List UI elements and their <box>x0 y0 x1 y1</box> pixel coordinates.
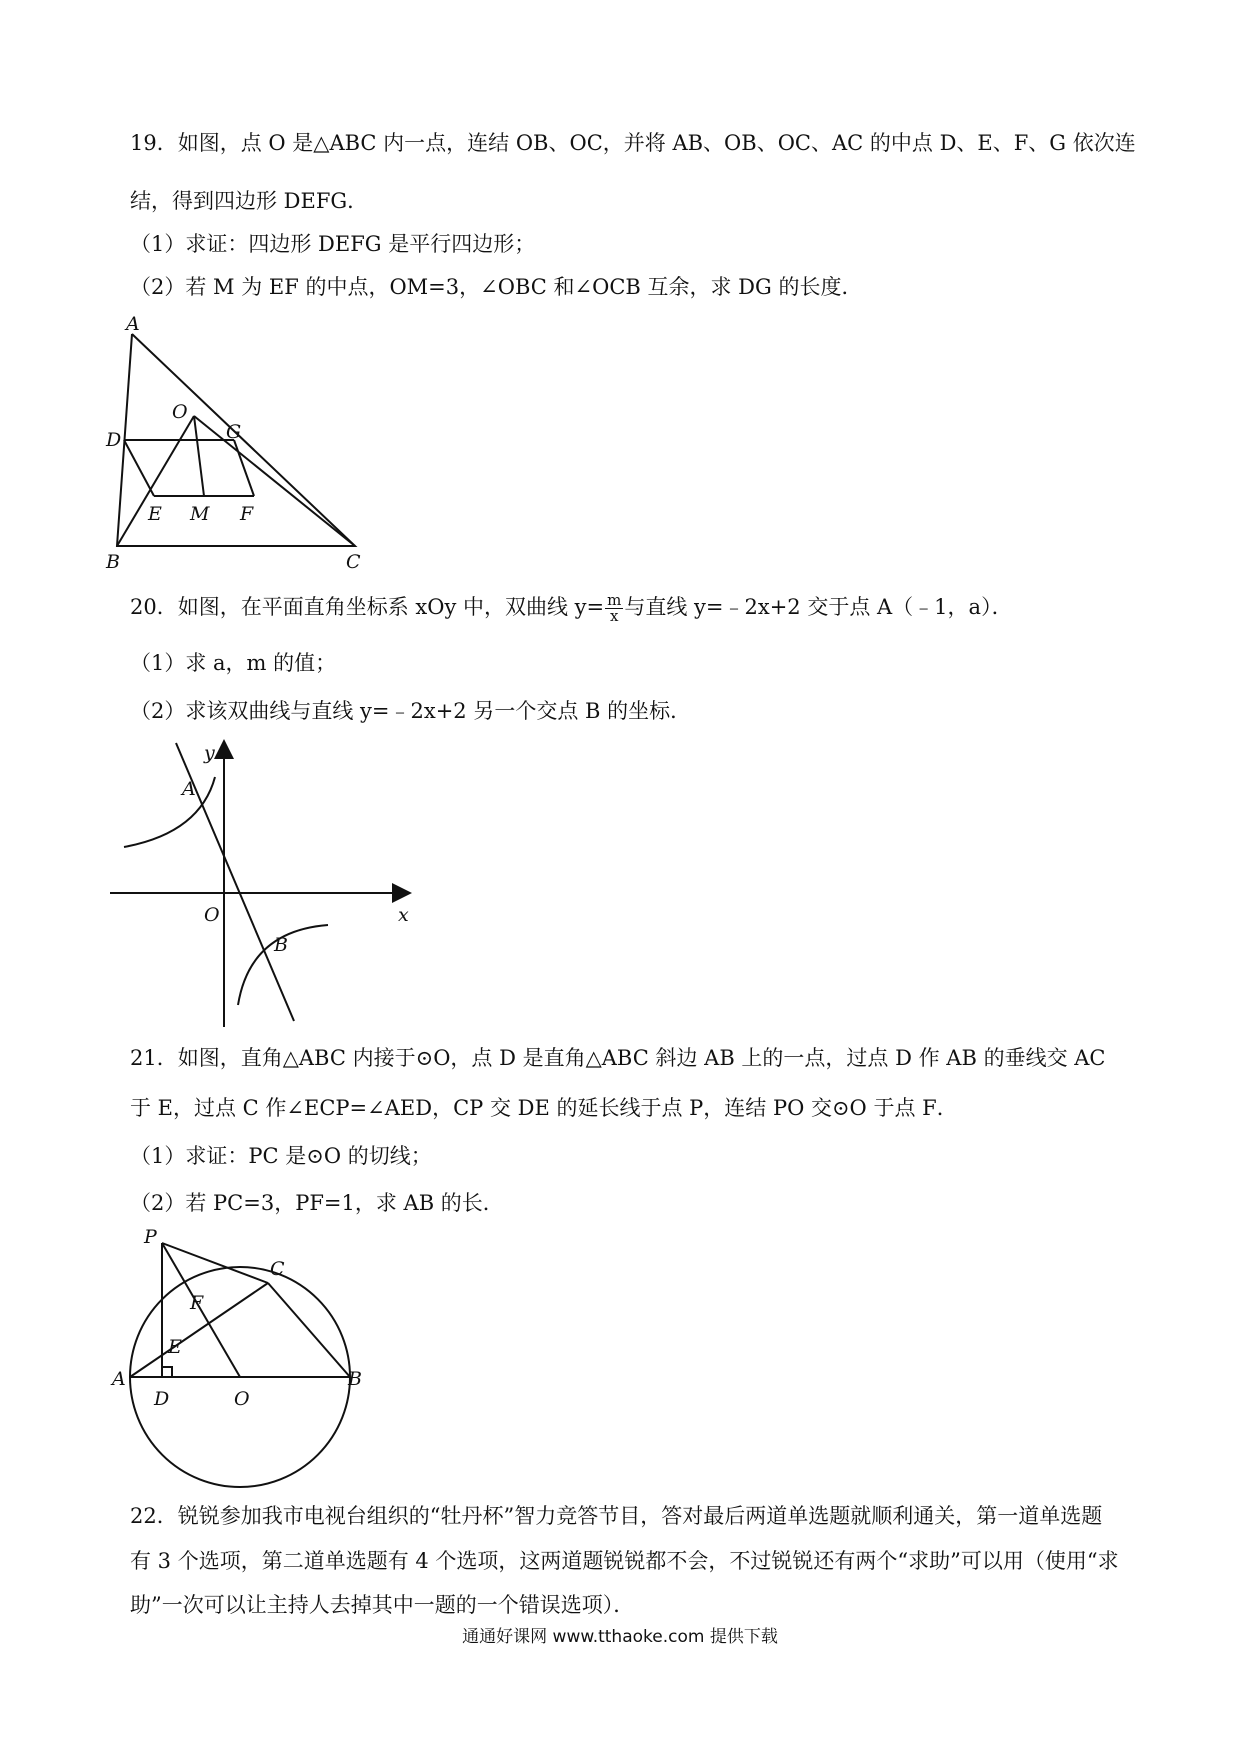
axis-label-x: x <box>398 904 409 926</box>
label-C: C <box>346 551 361 573</box>
q19-triangle-figure <box>106 312 370 573</box>
q21-part-1: （1）求证：PC 是⊙O 的切线； <box>130 1144 432 1168</box>
q19-line-1: 19．如图，点 O 是△ABC 内一点，连结 OB、OC，并将 AB、OB、OC、AC 的中点 D、E、F、G 依次连 <box>130 131 1136 155</box>
q20-post: 与直线 y=﹣2x+2 交于点 A（﹣1，a）． <box>624 595 1013 619</box>
point-label-O: O <box>234 1388 250 1410</box>
label-B: B <box>106 551 120 573</box>
q20-part-1: （1）求 a，m 的值； <box>130 651 337 675</box>
label-G: G <box>226 421 242 443</box>
q19-line-2: 结，得到四边形 DEFG． <box>130 189 369 213</box>
q19-part-1: （1）求证：四边形 DEFG 是平行四边形； <box>130 232 536 256</box>
q20-line-1 <box>130 592 1013 624</box>
q19-part-2: （2）若 M 为 EF 的中点，OM=3，∠OBC 和∠OCB 互余，求 DG 的长度． <box>130 275 863 299</box>
q21-circle-figure <box>110 1225 380 1485</box>
point-label-B: B <box>348 1368 362 1390</box>
q20-fraction <box>605 593 623 624</box>
q22-line-3: 助”一次可以让主持人去掉其中一题的一个错误选项）． <box>130 1593 635 1617</box>
q21-line-2: 于 E，过点 C 作∠ECP=∠AED，CP 交 DE 的延长线于点 P，连结 PO 交⊙O 于点 F． <box>130 1096 958 1120</box>
page-footer: 通通好课网 www.tthaoke.com 提供下载 <box>462 1627 778 1647</box>
point-label-A: A <box>182 778 196 800</box>
q22-line-2: 有 3 个选项，第二道单选题有 4 个选项，这两道题锐锐都不会，不过锐锐还有两个“求助”可以用（使用“求 <box>130 1549 1119 1573</box>
q20-frac-num: m <box>607 591 622 609</box>
point-label-F: F <box>190 1292 204 1314</box>
q20-pre: 20．如图，在平面直角坐标系 xOy 中，双曲线 y= <box>130 595 605 619</box>
label-A: A <box>126 313 140 335</box>
origin-label-O: O <box>204 904 220 926</box>
q20-frac-den: x <box>610 607 619 625</box>
label-M: M <box>190 503 210 525</box>
q22-line-1: 22．锐锐参加我市电视台组织的“牡丹杯”智力竞答节目，答对最后两道单选题就顺利通关，第一道单选题 <box>130 1504 1103 1528</box>
q20-part-2: （2）求该双曲线与直线 y=﹣2x+2 另一个交点 B 的坐标． <box>130 699 692 723</box>
point-label-E: E <box>168 1336 182 1358</box>
q21-line-1: 21．如图，直角△ABC 内接于⊙O，点 D 是直角△ABC 斜边 AB 上的一点，过点 D 作 AB 的垂线交 AC <box>130 1046 1106 1070</box>
label-E: E <box>148 503 162 525</box>
label-F: F <box>240 503 254 525</box>
label-O: O <box>172 401 188 423</box>
point-label-D: D <box>154 1388 170 1410</box>
point-label-B: B <box>274 934 288 956</box>
point-label-C: C <box>270 1258 285 1280</box>
q20-graph-figure <box>110 735 420 1035</box>
axis-label-y: y <box>204 742 215 764</box>
q21-part-2: （2）若 PC=3，PF=1，求 AB 的长． <box>130 1191 504 1215</box>
point-label-A: A <box>112 1368 126 1390</box>
label-D: D <box>106 429 122 451</box>
point-label-P: P <box>144 1226 157 1248</box>
